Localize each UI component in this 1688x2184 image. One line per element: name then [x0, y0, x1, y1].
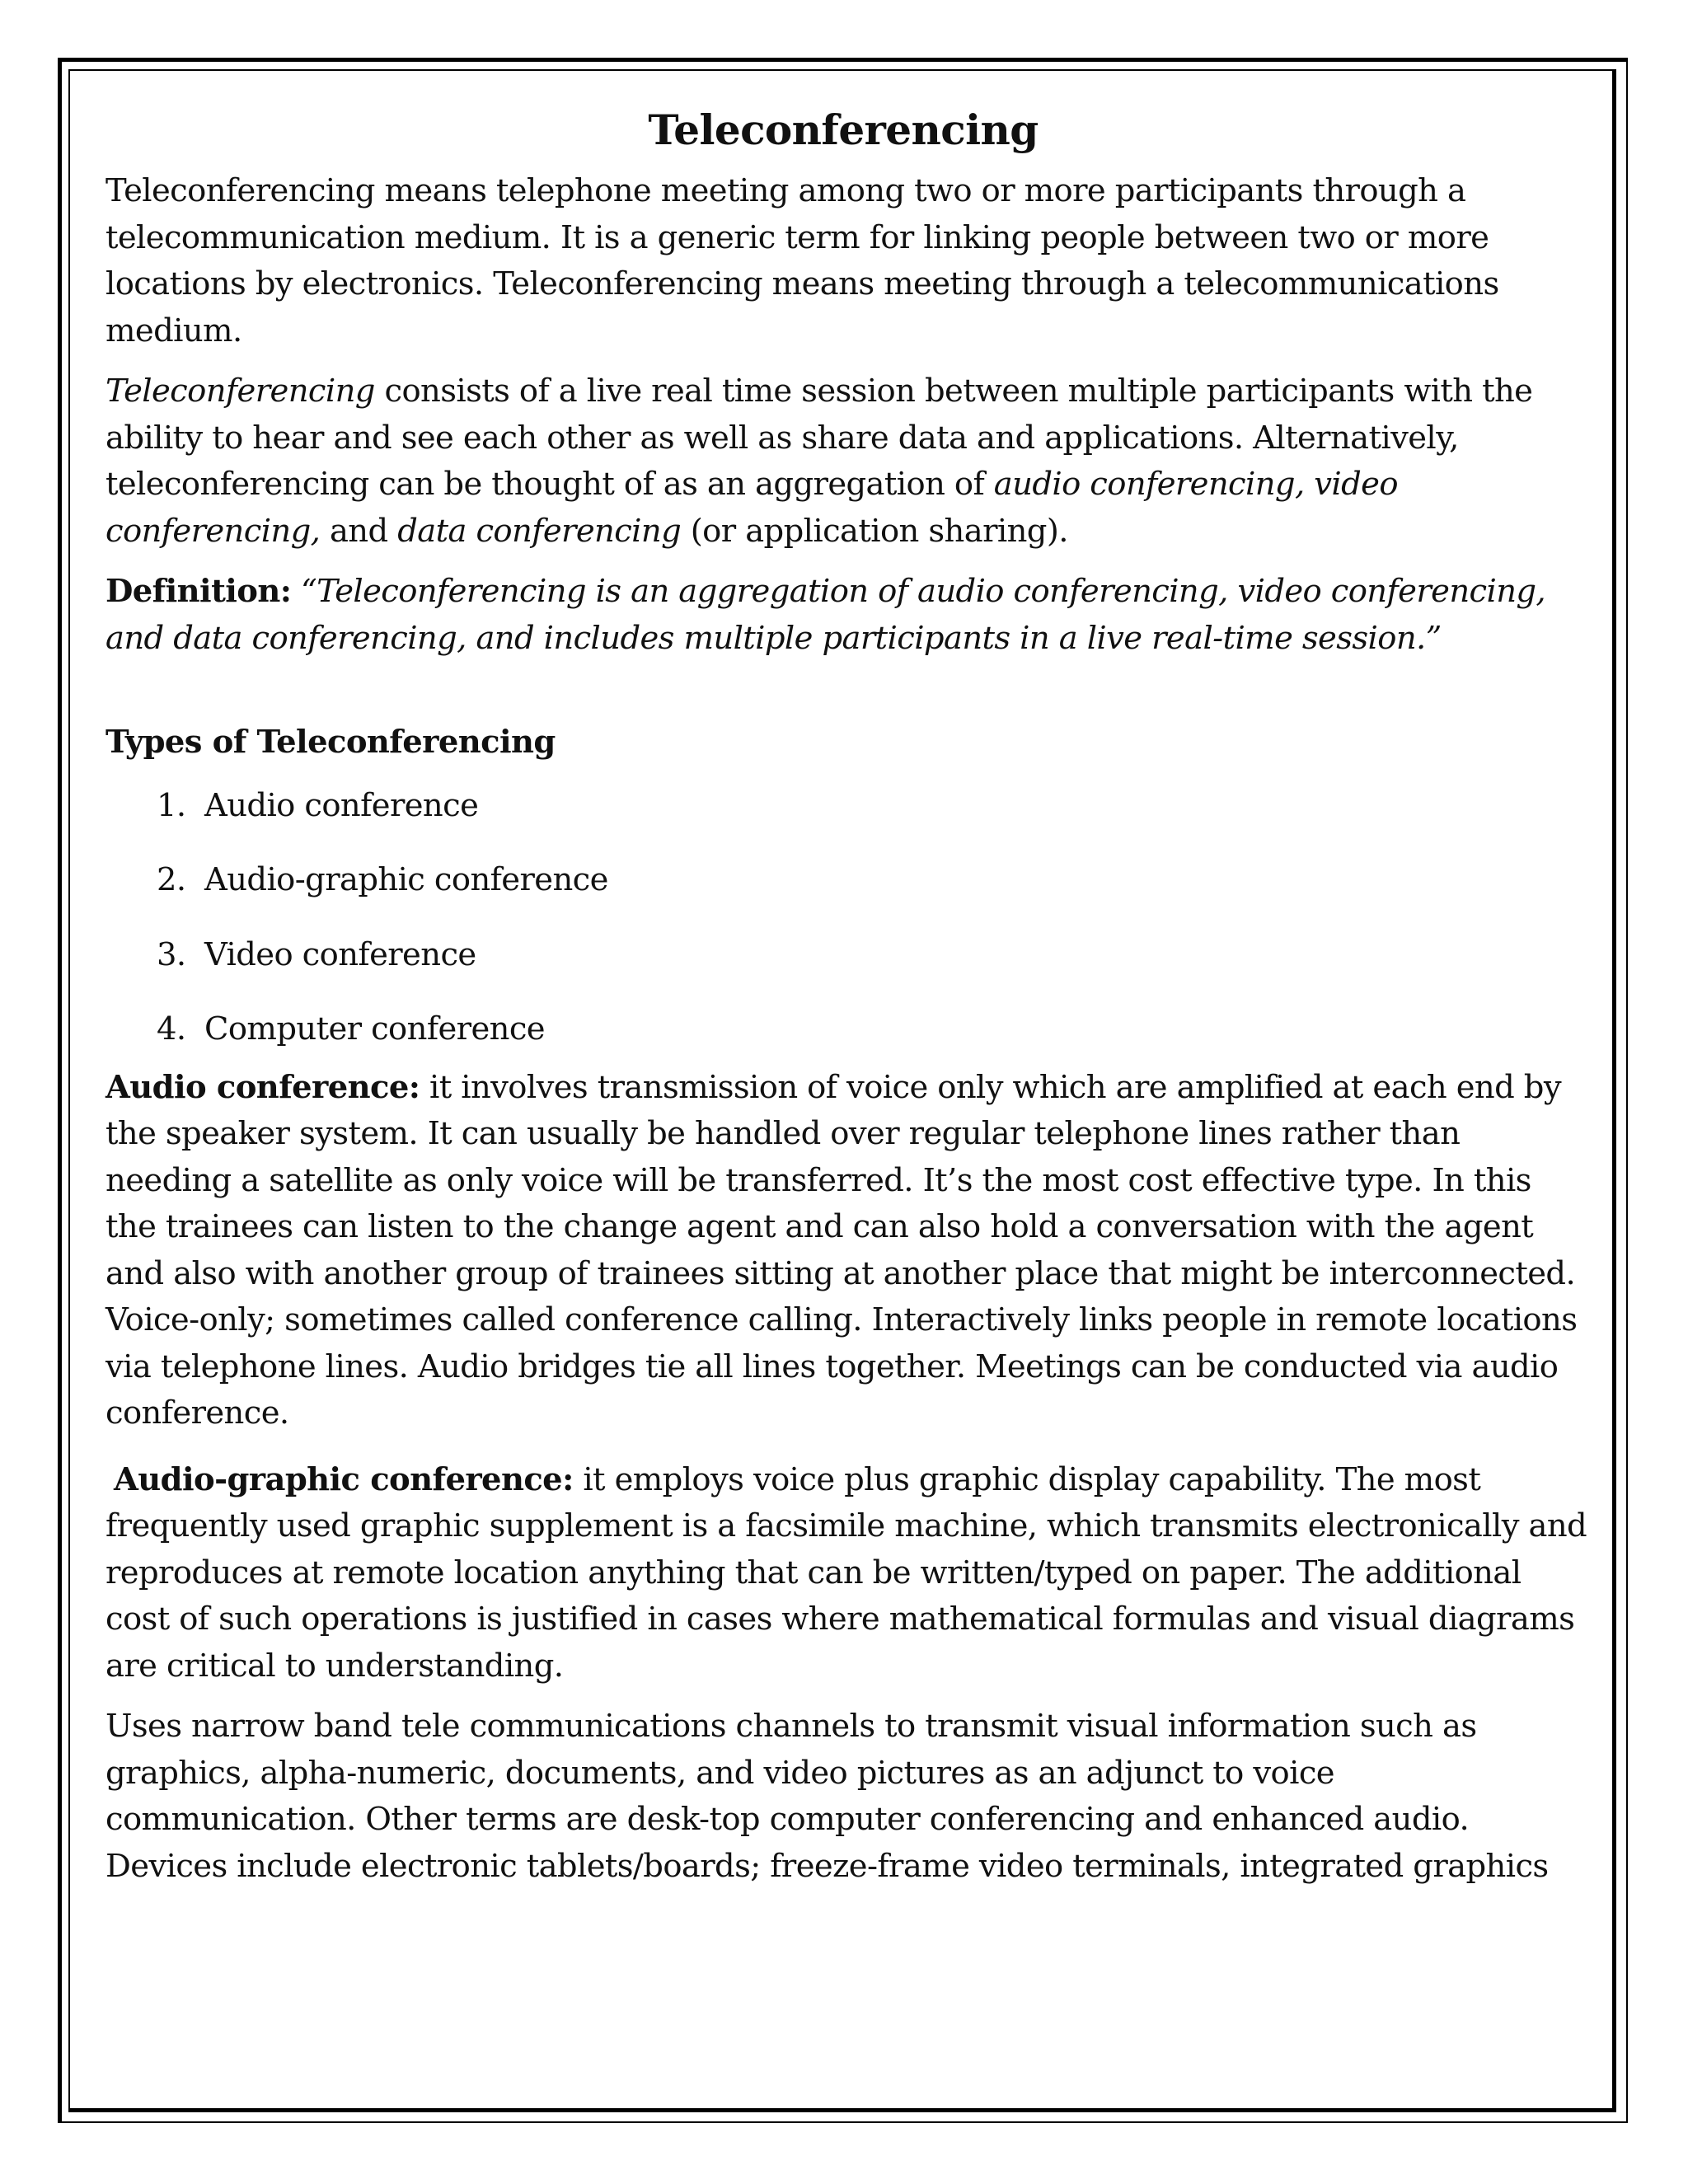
- list-item: [157, 857, 1589, 904]
- list-item: [157, 1006, 1589, 1053]
- definition-label: Definition:: [106, 573, 292, 610]
- list-item-number: 2.: [157, 861, 186, 898]
- list-item-label: Video conference: [204, 935, 476, 973]
- list-item: [157, 783, 1589, 830]
- narrow-band-paragraph: Uses narrow band tele communications channels to transmit visual information such as graphics, alpha-numeric, documents, and video pictures as an adjunct to voice communication. Other terms are desk-top computer conferencing and enhanced audio. Devices include electronic tablets/boards; freeze-frame video terminals, integrated graphics: [106, 1708, 1549, 1885]
- audio-graphic-conference-label: Audio-graphic conference:: [114, 1460, 574, 1498]
- description-italic-2: data conferencing: [397, 512, 682, 550]
- audio-conference-text: it involves transmission of voice only which are amplified at each end by the speaker system. It can usually be handled over regular telephone lines rather than needing a satellite as only voice will be transferred. It’s the most cost effective type. In this the trainees can listen to the change agent and can also hold a conversation with the agent and also with another group of trainees sitting at another place that might be interconnected. Voice-only; sometimes called conference calling. Interactively links people in remote locations via telephone lines. Audio bridges tie all lines together. Meetings can be conducted via audio conference.: [106, 1068, 1578, 1432]
- list-item-number: 4.: [157, 1010, 186, 1047]
- audio-conference-paragraph: [106, 1065, 1589, 1437]
- list-item-number: 3.: [157, 935, 186, 973]
- description-text-1: consists of a live real time session between multiple participants with the ability to hear and see each other as well as share data and applications. Alternatively, teleconferencing can be thought of as an aggregation of: [106, 373, 1533, 503]
- list-item-label: Computer conference: [204, 1010, 545, 1047]
- definition-paragraph: [106, 569, 1589, 662]
- document-body: [106, 99, 1589, 1904]
- list-item-label: Audio conference: [204, 786, 479, 824]
- description-lead-term: Teleconferencing: [106, 373, 375, 410]
- audio-graphic-conference-text: it employs voice plus graphic display capability. The most frequently used graphic supplement is a facsimile machine, which transmits electronically and reproduces at remote location anything that can be written/typed on paper. The additional cost of such operations is justified in cases where mathematical formulas and visual diagrams are critical to understanding.: [106, 1460, 1587, 1685]
- intro-paragraph: Teleconferencing means telephone meeting among two or more participants through a telecommunication medium. It is a generic term for linking people between two or more locations by electronics. Teleconferencing means meeting through a telecommunications medium.: [106, 172, 1499, 349]
- audio-conference-label: Audio conference:: [106, 1068, 420, 1106]
- list-item-label: Audio-graphic conference: [204, 861, 608, 898]
- list-item: [157, 932, 1589, 979]
- page-title: Teleconferencing: [648, 105, 1039, 154]
- description-text-2: and: [320, 512, 398, 550]
- description-italic-1: audio conferencing, video conferencing,: [106, 466, 1398, 550]
- description-paragraph: [106, 368, 1589, 555]
- list-item-number: 1.: [157, 786, 186, 824]
- types-list: [106, 783, 1589, 1053]
- definition-quote: “Teleconferencing is an aggregation of audio conferencing, video conferencing, and data conferencing, and includes multiple participants in a live real-time session.”: [106, 573, 1546, 657]
- description-text-3: (or application sharing).: [681, 512, 1068, 550]
- audio-graphic-conference-paragraph: [106, 1457, 1589, 1690]
- types-heading: Types of Teleconferencing: [106, 724, 556, 761]
